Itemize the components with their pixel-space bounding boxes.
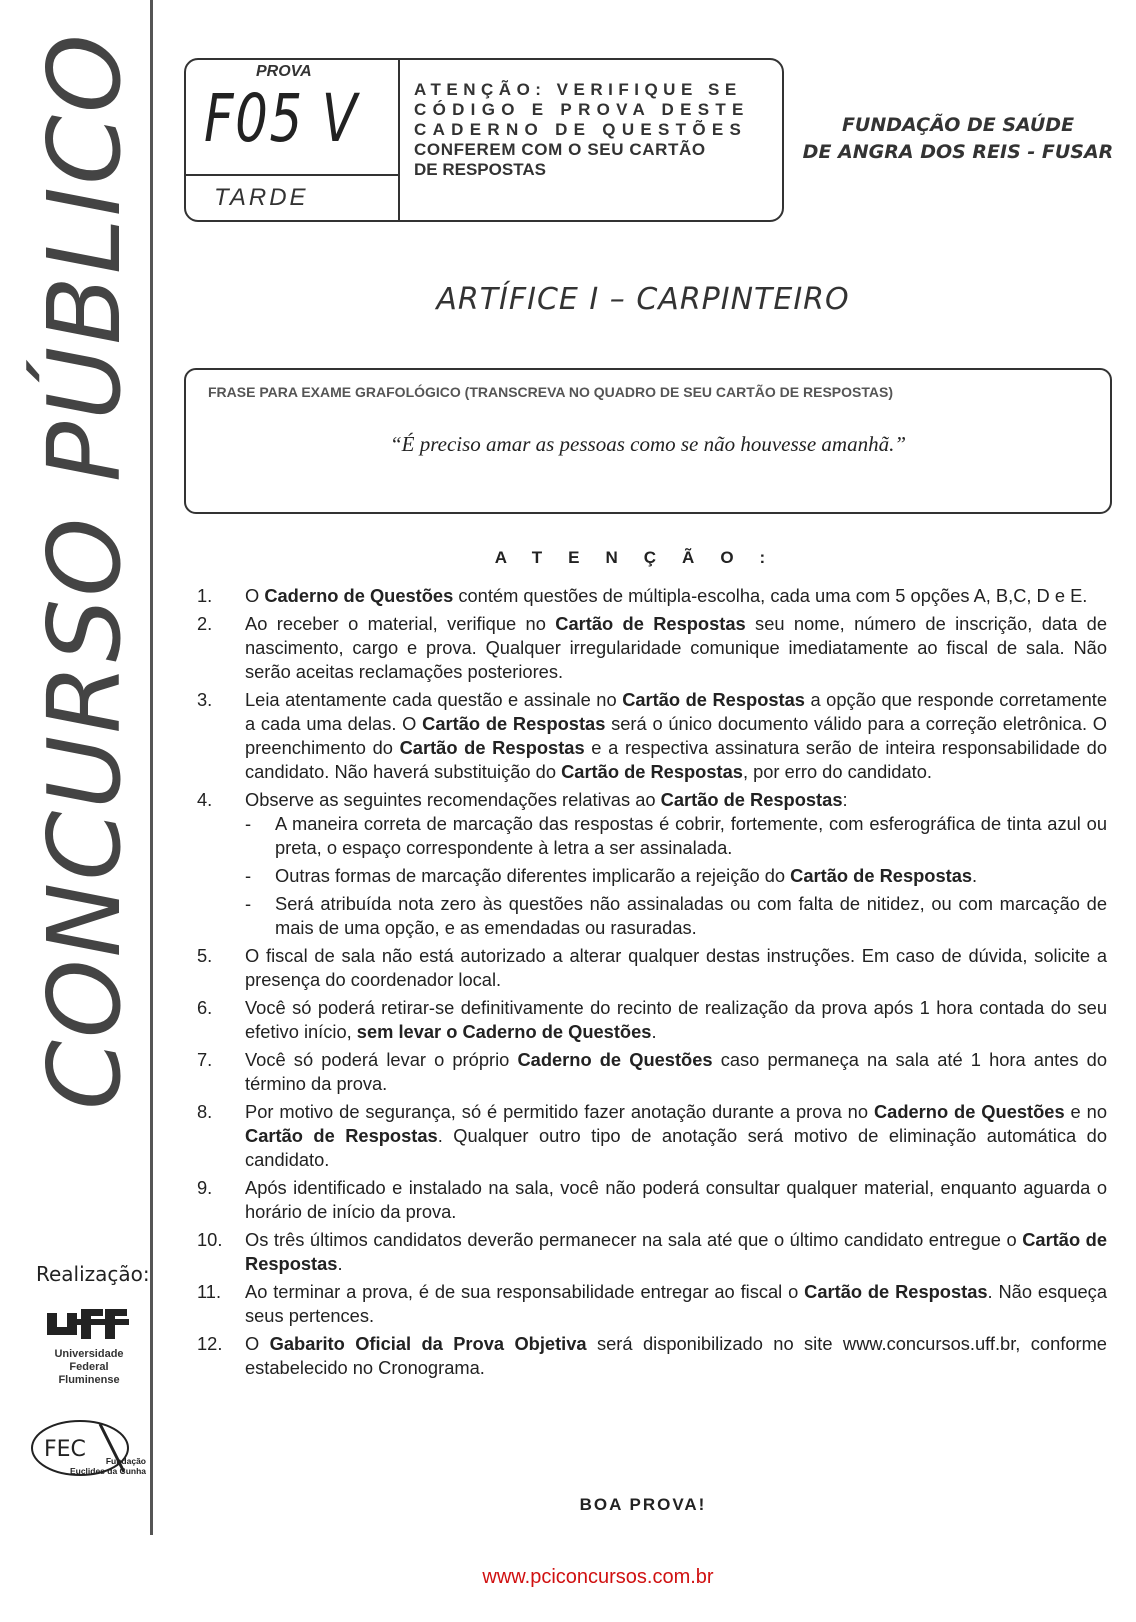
realizacao-label: Realização: [36, 1262, 150, 1286]
instruction-text: Ao receber o material, verifique no Cartão de Respostas seu nome, número de inscrição, data de nascimento, cargo e prova. Qualquer irregularidade comunique imediatamente ao fiscal de sala. Não serão aceitas reclamações posteriores. [245, 613, 1107, 682]
instruction-item [197, 788, 1107, 940]
instruction-text: Ao terminar a prova, é de sua responsabilidade entregar ao fiscal o Cartão de Respostas. Não esqueça seus pertences. [245, 1281, 1107, 1326]
instruction-number: 11. [197, 1281, 222, 1302]
org-line: FUNDAÇÃO DE SAÚDE [841, 114, 1075, 136]
instruction-item [197, 1176, 1107, 1224]
sub-instructions [245, 812, 1107, 940]
prova-label: PROVA [256, 63, 312, 80]
instruction-number: 10. [197, 1229, 223, 1250]
instruction-item [197, 1280, 1107, 1328]
fec-logo [28, 1418, 150, 1478]
handwriting-phrase-box [184, 368, 1112, 514]
uff-line: Fluminense [58, 1374, 120, 1386]
fec-line: Euclides da Cunha [69, 1466, 146, 1476]
instruction-item [197, 688, 1107, 784]
closing-message: BOA PROVA! [579, 1495, 707, 1514]
bullet-dash: - [245, 813, 252, 834]
notice-line: CÓDIGO E PROVA DESTE [414, 100, 750, 119]
emphasis-text: Gabarito Oficial da Prova Objetiva [269, 1333, 587, 1354]
instruction-text: Você só poderá levar o próprio Caderno de Questões caso permaneça na sala até 1 hora antes do término da prova. [245, 1049, 1108, 1094]
instruction-number: 3. [197, 689, 213, 710]
instruction-number: 7. [197, 1049, 213, 1070]
instruction-text: Observe as seguintes recomendações relativas ao Cartão de Respostas: [245, 789, 848, 810]
sub-instruction-text: Outras formas de marcação diferentes implicarão a rejeição do Cartão de Respostas. [275, 865, 978, 886]
sidebar-divider [150, 0, 153, 1535]
notice-line: CADERNO DE QUESTÕES [414, 120, 748, 139]
fec-line: Fundação [105, 1456, 146, 1466]
fec-logo-mark [28, 1418, 150, 1478]
instruction-text: Leia atentamente cada questão e assinale no Cartão de Respostas a opção que responde corretamente a cada uma delas. O Cartão de Respostas será o único documento válido para a correção eletrônica. O preenchimento do Cartão de Respostas e a respectiva assinatura serão de inteira responsabilidade do candidato. Não haverá substituição do Cartão de Respostas, por erro do candidato. [245, 689, 1108, 782]
emphasis-text: Caderno de Questões [517, 1049, 713, 1070]
sub-instruction-text: Será atribuída nota zero às questões não assinaladas ou com falta de nitidez, ou com marcação de mais de uma opção, e as emendadas ou rasuradas. [275, 893, 1107, 938]
instruction-item [197, 612, 1107, 684]
bullet-dash: - [245, 893, 252, 914]
instruction-item [197, 1048, 1107, 1096]
instruction-text: Por motivo de segurança, só é permitido fazer anotação durante a prova no Caderno de Questões e no Cartão de Respostas. Qualquer outro tipo de anotação será motivo de eliminação automática do candidato. [245, 1101, 1107, 1170]
instruction-number: 12. [197, 1333, 223, 1354]
phrase-label: FRASE PARA EXAME GRAFOLÓGICO (TRANSCREVA NO QUADRO DE SEU CARTÃO DE RESPOSTAS) [208, 384, 893, 400]
instruction-item [197, 996, 1107, 1044]
instruction-item [197, 584, 1107, 608]
instruction-number: 4. [197, 789, 213, 810]
instruction-text: O Caderno de Questões contém questões de múltipla-escolha, cada uma com 5 opções A, B,C, D e E. [245, 585, 1088, 606]
emphasis-text: sem levar o Caderno de Questões [356, 1021, 652, 1042]
fec-logo-text: FEC [44, 1437, 86, 1462]
uff-line: Universidade [54, 1348, 124, 1360]
organization-name [798, 112, 1118, 166]
emphasis-text: Cartão de Respostas [555, 613, 746, 634]
instruction-item [197, 1228, 1107, 1276]
instruction-number: 2. [197, 613, 213, 634]
emphasis-text: Cartão de Respostas [561, 761, 743, 782]
instruction-text: Você só poderá retirar-se definitivamente do recinto de realização da prova após 1 hora contada do seu efetivo início, sem levar o Caderno de Questões. [245, 997, 1107, 1042]
notice-line: CONFEREM COM O SEU CARTÃO [414, 140, 706, 159]
emphasis-text: Caderno de Questões [873, 1101, 1065, 1122]
instruction-text: Os três últimos candidatos deverão permanecer na sala até que o último candidato entregue o Cartão de Respostas. [245, 1229, 1107, 1274]
emphasis-text: Caderno de Questões [264, 585, 454, 606]
instruction-text: O Gabarito Oficial da Prova Objetiva será disponibilizado no site www.concursos.uff.br, conforme estabelecido no Cronograma. [245, 1333, 1107, 1378]
phrase-text: “É preciso amar as pessoas como se não houvesse amanhã.” [389, 432, 907, 456]
bullet-dash: - [245, 865, 252, 886]
turno-label: TARDE [214, 184, 309, 211]
org-line: DE ANGRA DOS REIS - FUSAR [802, 141, 1114, 163]
exam-code: F05 V [204, 80, 359, 157]
uff-logo-mark [41, 1305, 137, 1341]
sub-instruction-item [245, 812, 1107, 860]
attention-heading: ATENÇÃO: [494, 548, 792, 567]
emphasis-text: Cartão de Respostas [245, 1229, 1107, 1274]
instruction-number: 6. [197, 997, 213, 1018]
instruction-number: 1. [197, 585, 213, 606]
instruction-number: 5. [197, 945, 213, 966]
instruction-number: 8. [197, 1101, 213, 1122]
emphasis-text: Cartão de Respostas [790, 865, 973, 886]
emphasis-text: Cartão de Respostas [660, 789, 843, 810]
sub-instruction-text: A maneira correta de marcação das respostas é cobrir, fortemente, com esferográfica de tinta azul ou preta, o espaço correspondente à letra a ser assinalada. [275, 813, 1107, 858]
emphasis-text: Cartão de Respostas [245, 1125, 438, 1146]
sub-instruction-item [245, 892, 1107, 940]
job-title: ARTÍFICE I – CARPINTEIRO [436, 282, 850, 317]
instruction-item [197, 1100, 1107, 1172]
instruction-item [197, 944, 1107, 992]
notice-line: DE RESPOSTAS [414, 160, 546, 179]
footer-site: www.pciconcursos.com.br [482, 1566, 714, 1588]
instruction-number: 9. [197, 1177, 213, 1198]
emphasis-text: Cartão de Respostas [804, 1281, 988, 1302]
exam-code-panel [186, 60, 400, 220]
uff-line: Federal [69, 1361, 109, 1373]
emphasis-text: Cartão de Respostas [622, 689, 805, 710]
emphasis-text: Cartão de Respostas [399, 737, 585, 758]
vertical-title: CONCURSO PÚBLICO [26, 32, 143, 1110]
turno-divider [186, 174, 398, 176]
emphasis-text: Cartão de Respostas [422, 713, 606, 734]
instruction-item [197, 1332, 1107, 1380]
sub-instruction-item [245, 864, 1107, 888]
exam-code-box [184, 58, 784, 222]
notice-line: ATENÇÃO: VERIFIQUE SE [414, 80, 742, 99]
instruction-text: O fiscal de sala não está autorizado a alterar qualquer destas instruções. Em caso de dúvida, solicite a presença do coordenador local. [245, 945, 1107, 990]
uff-logo [34, 1305, 144, 1387]
verification-notice [414, 80, 766, 180]
instruction-text: Após identificado e instalado na sala, você não poderá consultar qualquer material, enquanto aguarda o horário de início da prova. [245, 1177, 1107, 1222]
instructions-list [197, 584, 1107, 1384]
